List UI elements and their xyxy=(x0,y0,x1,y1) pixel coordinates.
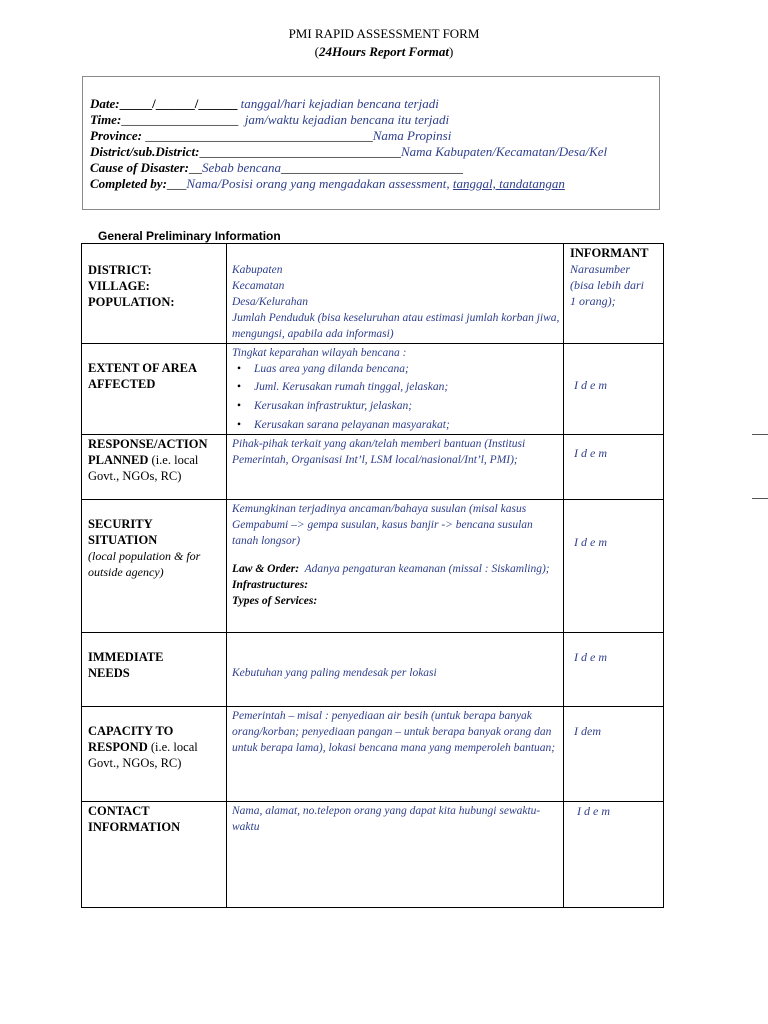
capacity-label-1: CAPACITY TO xyxy=(88,724,174,738)
needs-desc: Kebutuhan yang paling mendesak per lokasi xyxy=(232,667,437,679)
contact-informant-cell xyxy=(564,802,664,908)
list-item: • Juml. Kerusakan rumah tinggal, jelaskan; xyxy=(237,381,449,393)
needs-label-2: NEEDS xyxy=(88,666,130,680)
contact-label-2: INFORMATION xyxy=(88,820,181,834)
date-line: Date:_____/______/______ tanggal/hari kejadian bencana terjadi xyxy=(90,96,439,111)
needs-desc-cell xyxy=(227,633,564,707)
contact-desc: Nama, alamat, no.telepon orang yang dapat kita hubungi sewaktu-waktu xyxy=(232,805,541,833)
kecamatan-text: Kecamatan xyxy=(232,280,285,292)
response-informant: I d e m xyxy=(574,446,607,460)
table-row xyxy=(82,633,664,707)
village-label: VILLAGE: xyxy=(88,279,150,293)
capacity-desc-cell xyxy=(227,707,564,802)
table-row xyxy=(82,435,664,500)
capacity-informant-cell xyxy=(564,707,664,802)
extent-bullets xyxy=(227,361,563,433)
table-row xyxy=(82,244,664,344)
capacity-label-2: RESPOND (i.e. local xyxy=(88,740,198,754)
informant-header: INFORMANT xyxy=(570,246,649,260)
list-item: • Luas area yang dilanda bencana; xyxy=(237,363,409,375)
extent-label-1: EXTENT OF AREA xyxy=(88,361,198,375)
assessment-table xyxy=(81,243,664,908)
security-label-2: SITUATION xyxy=(88,533,158,547)
law-order-text: Law & Order: Adanya pengaturan keamanan (missal : Siskamling); xyxy=(232,563,550,575)
form-title: PMI RAPID ASSESSMENT FORM xyxy=(288,26,480,41)
informant-sub-2: (bisa lebih dari xyxy=(570,278,644,292)
capacity-label-3: Govt., NGOs, RC) xyxy=(88,756,182,770)
province-line: Province: ___________________________________Nama Propinsi xyxy=(90,128,452,143)
needs-label-cell xyxy=(82,633,227,707)
extent-label-2: AFFECTED xyxy=(88,377,156,391)
list-item: • Kerusakan infrastruktur, jelaskan; xyxy=(237,400,413,412)
extent-desc-cell xyxy=(227,344,564,435)
time-line: Time:__________________ jam/waktu kejadian bencana itu terjadi xyxy=(90,112,450,127)
extent-informant-cell xyxy=(564,344,664,435)
extent-label-cell xyxy=(82,344,227,435)
cause-line: Cause of Disaster:__Sebab bencana____________________________ xyxy=(90,160,464,175)
kabupaten-text: Kabupaten xyxy=(232,264,283,276)
informant-header-cell xyxy=(564,244,664,344)
contact-informant: I d e m xyxy=(577,804,610,818)
capacity-label-cell xyxy=(82,707,227,802)
capacity-desc: Pemerintah – misal : penyediaan air besih (untuk berapa banyak orang/korban; penyediaan pangan – untuk berapa banyak orang dan untuk berapa lama), lokasi bencana mana yang memperoleh bantuan; xyxy=(232,710,556,754)
security-label-3: (local population & for outside agency) xyxy=(88,549,201,579)
security-informant-cell xyxy=(564,500,664,633)
district-line: District/sub.District:_______________________________Nama Kabupaten/Kecamatan/Desa/Kel xyxy=(90,144,608,159)
population-label: POPULATION: xyxy=(88,295,175,309)
security-desc-cell xyxy=(227,500,564,633)
security-label-1: SECURITY xyxy=(88,517,153,531)
response-label-2: PLANNED (i.e. local xyxy=(88,453,199,467)
district-label: DISTRICT: xyxy=(88,263,152,277)
capacity-informant: I dem xyxy=(574,724,601,738)
completed-line: Completed by:___Nama/Posisi orang yang mengadakan assessment, tanggal, tandatangan xyxy=(90,176,565,191)
response-label-3: Govt., NGOs, RC) xyxy=(88,469,182,483)
contact-desc-cell xyxy=(227,802,564,908)
jumlah-penduduk-text: Jumlah Penduduk (bisa keseluruhan atau estimasi jumlah korban jiwa, mengungsi, apabila ada informasi) xyxy=(232,312,560,340)
response-label-cell xyxy=(82,435,227,500)
form-subtitle: (24Hours Report Format) xyxy=(314,44,454,59)
needs-label-1: IMMEDIATE xyxy=(88,650,164,664)
needs-informant: I d e m xyxy=(574,650,607,664)
extent-intro: Tingkat keparahan wilayah bencana : xyxy=(232,347,407,359)
security-label-cell xyxy=(82,500,227,633)
list-item: • Kerusakan sarana pelayanan masyarakat; xyxy=(237,419,450,431)
table-row xyxy=(82,344,664,435)
table-row xyxy=(82,707,664,802)
response-label-1: RESPONSE/ACTION xyxy=(88,437,208,451)
response-desc: Pihak-pihak terkait yang akan/telah memberi bantuan (Institusi Pemerintah, Organisasi Int’l, LSM local/nasional/Int’l, PMI); xyxy=(232,438,526,466)
informant-sub-1: Narasumber xyxy=(570,262,631,276)
section-title: General Preliminary Information xyxy=(98,229,281,243)
table-row xyxy=(82,500,664,633)
services-label: Types of Services: xyxy=(232,595,318,607)
contact-label-1: CONTACT xyxy=(88,804,150,818)
table-row xyxy=(82,802,664,908)
needs-informant-cell xyxy=(564,633,664,707)
response-desc-cell xyxy=(227,435,564,500)
security-informant: I d e m xyxy=(574,535,607,549)
response-informant-cell xyxy=(564,435,664,500)
edge-divider xyxy=(752,498,768,499)
district-desc-cell xyxy=(227,244,564,344)
security-desc: Kemungkinan terjadinya ancaman/bahaya susulan (misal kasus Gempabumi –> gempa susulan, kasus banjir -> bencana susulan tanah longsor) xyxy=(232,503,533,547)
district-label-cell xyxy=(82,244,227,344)
infrastructures-label: Infrastructures: xyxy=(232,579,309,591)
desa-text: Desa/Kelurahan xyxy=(232,296,309,308)
contact-label-cell xyxy=(82,802,227,908)
extent-informant: I d e m xyxy=(574,378,607,392)
edge-divider xyxy=(752,434,768,435)
informant-sub-3: 1 orang); xyxy=(570,294,616,308)
